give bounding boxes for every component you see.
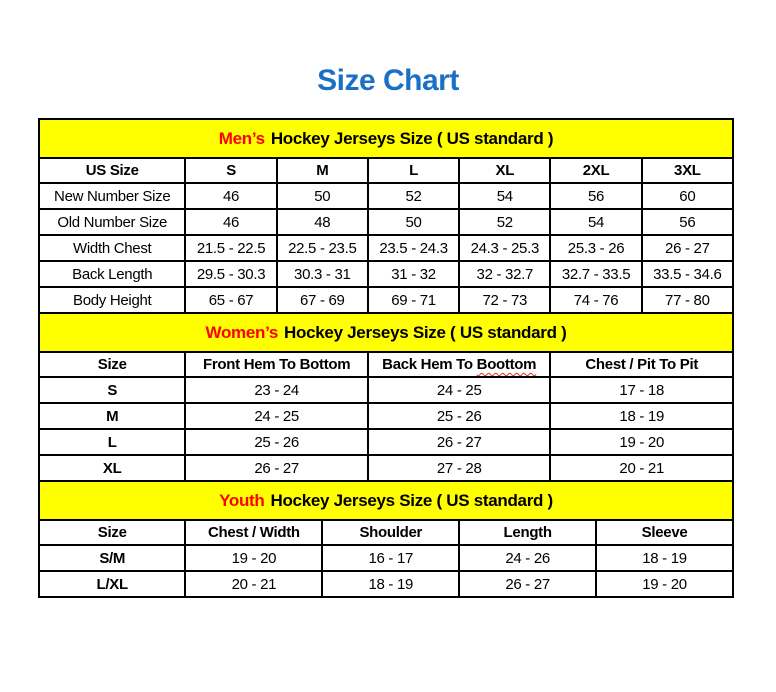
- data-cell: 19 - 20: [596, 571, 733, 597]
- data-cell: 56: [642, 209, 733, 235]
- data-cell: 27 - 28: [368, 455, 551, 481]
- womens-section-header-row: [39, 313, 733, 352]
- mens-col-header-s: S: [185, 158, 276, 183]
- data-cell: 25 - 26: [368, 403, 551, 429]
- data-cell: 74 - 76: [550, 287, 641, 313]
- womens-col-header-size: Size: [39, 352, 185, 377]
- youth-section-title: Hockey Jerseys Size ( US standard ): [270, 490, 553, 510]
- data-cell: 26 - 27: [459, 571, 596, 597]
- womens-header-row: [39, 352, 733, 377]
- mens-col-header-3xl: 3XL: [642, 158, 733, 183]
- mens-header-row: [39, 158, 733, 183]
- page-title: Size Chart: [317, 64, 459, 97]
- row-label: S/M: [39, 545, 185, 571]
- womens-col-header-front-hem: Front Hem To Bottom: [185, 352, 368, 377]
- mens-col-header-l: L: [368, 158, 459, 183]
- data-cell: 50: [368, 209, 459, 235]
- mens-col-header-xl: XL: [459, 158, 550, 183]
- mens-row-old-number-size: [39, 209, 733, 235]
- data-cell: 72 - 73: [459, 287, 550, 313]
- youth-header-row: [39, 520, 733, 545]
- youth-size-table: [38, 480, 734, 598]
- data-cell: 54: [550, 209, 641, 235]
- data-cell: 26 - 27: [185, 455, 368, 481]
- row-label: New Number Size: [39, 183, 185, 209]
- data-cell: 77 - 80: [642, 287, 733, 313]
- womens-size-table: [38, 312, 734, 482]
- data-cell: 20 - 21: [550, 455, 733, 481]
- back-hem-misspelled-word: Boottom: [476, 356, 537, 373]
- womens-row-xl: [39, 455, 733, 481]
- womens-section-header: [39, 313, 733, 352]
- mens-section-title: Hockey Jerseys Size ( US standard ): [270, 128, 554, 148]
- data-cell: 30.3 - 31: [277, 261, 368, 287]
- data-cell: 21.5 - 22.5: [185, 235, 276, 261]
- row-label: S: [39, 377, 185, 403]
- row-label: Back Length: [39, 261, 185, 287]
- data-cell: 20 - 21: [185, 571, 322, 597]
- youth-col-header-sleeve: Sleeve: [596, 520, 733, 545]
- data-cell: 19 - 20: [185, 545, 322, 571]
- mens-size-table: [38, 118, 734, 314]
- data-cell: 24 - 25: [185, 403, 368, 429]
- data-cell: 32.7 - 33.5: [550, 261, 641, 287]
- data-cell: 25.3 - 26: [550, 235, 641, 261]
- data-cell: 67 - 69: [277, 287, 368, 313]
- data-cell: 33.5 - 34.6: [642, 261, 733, 287]
- data-cell: 46: [185, 209, 276, 235]
- row-label: L: [39, 429, 185, 455]
- mens-col-header-m: M: [277, 158, 368, 183]
- data-cell: 16 - 17: [322, 545, 459, 571]
- youth-col-header-chest-width: Chest / Width: [185, 520, 322, 545]
- data-cell: 56: [550, 183, 641, 209]
- data-cell: 69 - 71: [368, 287, 459, 313]
- data-cell: 65 - 67: [185, 287, 276, 313]
- data-cell: 60: [642, 183, 733, 209]
- womens-col-header-back-hem: [368, 352, 551, 377]
- youth-col-header-size: Size: [39, 520, 185, 545]
- mens-row-back-length: [39, 261, 733, 287]
- womens-section-title: Hockey Jerseys Size ( US standard ): [284, 322, 567, 342]
- womens-section-highlight: Women’s: [205, 322, 279, 342]
- data-cell: 54: [459, 183, 550, 209]
- womens-col-header-chest-pit: Chest / Pit To Pit: [550, 352, 733, 377]
- mens-row-width-chest: [39, 235, 733, 261]
- youth-col-header-length: Length: [459, 520, 596, 545]
- youth-row-sm: [39, 545, 733, 571]
- data-cell: 24.3 - 25.3: [459, 235, 550, 261]
- mens-row-new-number-size: [39, 183, 733, 209]
- data-cell: 29.5 - 30.3: [185, 261, 276, 287]
- mens-col-header-2xl: 2XL: [550, 158, 641, 183]
- mens-row-body-height: [39, 287, 733, 313]
- data-cell: 50: [277, 183, 368, 209]
- mens-section-highlight: Men’s: [218, 128, 265, 148]
- data-cell: 24 - 25: [368, 377, 551, 403]
- data-cell: 23 - 24: [185, 377, 368, 403]
- womens-row-l: [39, 429, 733, 455]
- data-cell: 26 - 27: [368, 429, 551, 455]
- womens-row-m: [39, 403, 733, 429]
- row-label: Body Height: [39, 287, 185, 313]
- data-cell: 46: [185, 183, 276, 209]
- data-cell: 25 - 26: [185, 429, 368, 455]
- youth-row-lxl: [39, 571, 733, 597]
- data-cell: 19 - 20: [550, 429, 733, 455]
- data-cell: 18 - 19: [322, 571, 459, 597]
- youth-section-highlight: Youth: [219, 490, 265, 510]
- row-label: L/XL: [39, 571, 185, 597]
- row-label: Old Number Size: [39, 209, 185, 235]
- back-hem-prefix: Back Hem To: [382, 356, 473, 373]
- womens-row-s: [39, 377, 733, 403]
- youth-section-header-row: [39, 481, 733, 520]
- data-cell: 18 - 19: [550, 403, 733, 429]
- youth-col-header-shoulder: Shoulder: [322, 520, 459, 545]
- size-chart-tables: [38, 118, 734, 598]
- data-cell: 22.5 - 23.5: [277, 235, 368, 261]
- row-label: Width Chest: [39, 235, 185, 261]
- data-cell: 32 - 32.7: [459, 261, 550, 287]
- data-cell: 48: [277, 209, 368, 235]
- youth-section-header: [39, 481, 733, 520]
- row-label: M: [39, 403, 185, 429]
- data-cell: 18 - 19: [596, 545, 733, 571]
- mens-section-header: [39, 119, 733, 158]
- data-cell: 52: [459, 209, 550, 235]
- data-cell: 24 - 26: [459, 545, 596, 571]
- row-label: XL: [39, 455, 185, 481]
- mens-section-header-row: [39, 119, 733, 158]
- mens-col-header-us-size: US Size: [39, 158, 185, 183]
- data-cell: 26 - 27: [642, 235, 733, 261]
- data-cell: 52: [368, 183, 459, 209]
- data-cell: 17 - 18: [550, 377, 733, 403]
- data-cell: 31 - 32: [368, 261, 459, 287]
- data-cell: 23.5 - 24.3: [368, 235, 459, 261]
